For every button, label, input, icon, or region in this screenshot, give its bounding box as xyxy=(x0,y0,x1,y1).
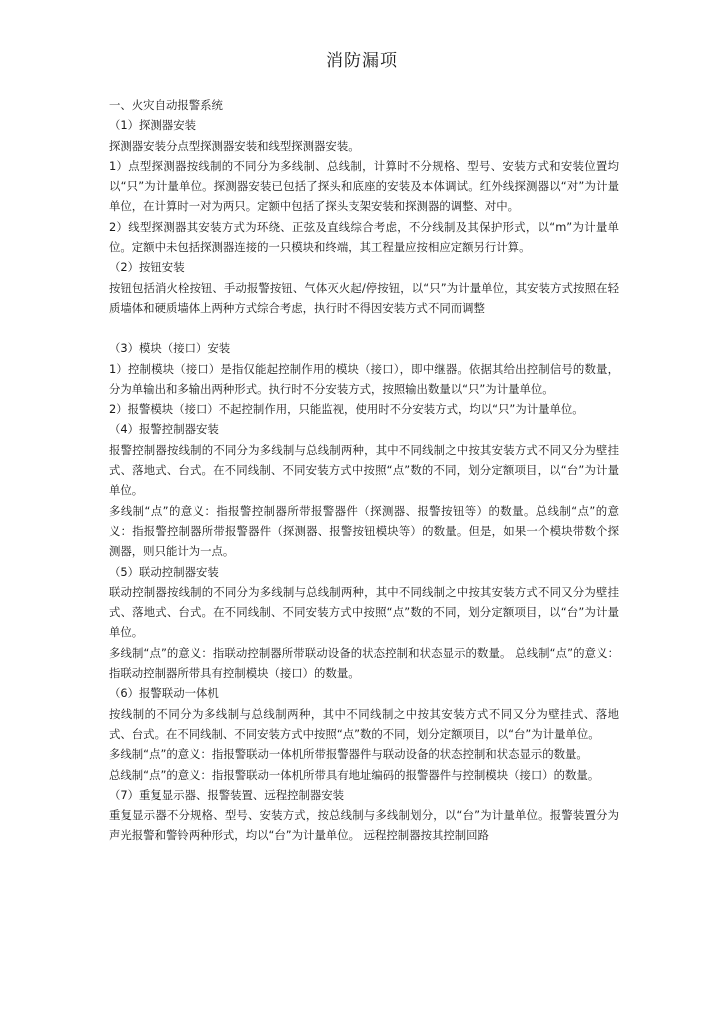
paragraph: 多线制“点”的意义：指报警控制器所带报警器件（探测器、报警按钮等）的数量。总线制“点”的意义：指报警控制器所带报警器件（探测器、报警按钮模块等）的数量。但是，如果一个模块带数个探测器，则只能计为一点。 xyxy=(109,503,619,559)
section-heading: 一、火灾自动报警系统 xyxy=(109,98,223,112)
paragraph: 多线制“点”的意义：指报警联动一体机所带报警器件与联动设备的状态控制和状态显示的数量。 xyxy=(109,747,588,762)
paragraph: 1）控制模块（接口）是指仅能起控制作用的模块（接口），即中继器。依据其给出控制信号的数量，分为单输出和多输出两种形式。执行时不分安装方式，按照输出数量以“只”为计量单位。 xyxy=(109,361,619,396)
paragraph: 2）报警模块（接口）不起控制作用，只能监视，使用时不分安装方式，均以“只”为计量单位。 xyxy=(109,402,584,417)
paragraph: 总线制“点”的意义：指报警联动一体机所带具有地址编码的报警器件与控制模块（接口）的数量。 xyxy=(109,767,600,782)
subsection-heading: （3）模块（接口）安装 xyxy=(109,341,231,356)
subsection-heading: （6）报警联动一体机 xyxy=(109,686,219,701)
subsection-heading: （4）报警控制器安装 xyxy=(109,422,219,437)
paragraph: 重复显示器不分规格、型号、安装方式，按总线制与多线制划分，以“台”为计量单位。报警装置分为声光报警和警铃两种形式，均以“台”为计量单位。 远程控制器按其控制回路 xyxy=(109,808,619,843)
paragraph: 探测器安装分点型探测器安装和线型探测器安装。 xyxy=(109,138,360,153)
paragraph-gap xyxy=(109,318,619,338)
paragraph: 1）点型探测器按线制的不同分为多线制、总线制，计算时不分规格、型号、安装方式和安装位置均以“只”为计量单位。探测器安装已包括了探头和底座的安装及本体调试。红外线探测器以“对”为计量单位，在计算时一对为两只。定额中包括了探头支架安装和探测器的调整、对中。 xyxy=(109,158,619,214)
subsection-heading: （2）按钮安装 xyxy=(109,260,185,275)
subsection-heading: （1）探测器安装 xyxy=(109,118,196,133)
paragraph: 多线制“点”的意义：指联动控制器所带联动设备的状态控制和状态显示的数量。 总线制“点”的意义：指联动控制器所带具有控制模块（接口）的数量。 xyxy=(109,645,619,681)
paragraph: 2）线型探测器其安装方式为环绕、正弦及直线综合考虑，不分线制及其保护形式，以“m”为计量单位。定额中未包括探测器连接的一只模块和终端，其工程量应按相应定额另行计算。 xyxy=(109,219,619,255)
paragraph: 联动控制器按线制的不同分为多线制与总线制两种，其中不同线制之中按其安装方式不同又分为壁挂式、落地式、台式。在不同线制、不同安装方式中按照“点”数的不同，划分定额项目，以“台”为计量单位。 xyxy=(109,584,619,640)
document-title: 消防漏项 xyxy=(326,51,398,71)
paragraph: 报警控制器按线制的不同分为多线制与总线制两种，其中不同线制之中按其安装方式不同又分为壁挂式、落地式、台式。在不同线制、不同安装方式中按照“点”数的不同，划分定额项目，以“台”为计量单位。 xyxy=(109,442,619,498)
document-body xyxy=(109,95,619,846)
subsection-heading: （7）重复显示器、报警装置、远程控制器安装 xyxy=(109,787,345,802)
paragraph: 按线制的不同分为多线制与总线制两种，其中不同线制之中按其安装方式不同又分为壁挂式、落地式、台式。在不同线制、不同安装方式中按照“点”数的不同，划分定额项目，以“台”为计量单位。 xyxy=(109,706,619,741)
paragraph: 按钮包括消火栓按钮、手动报警按钮、气体灭火起/停按钮，以“只”为计量单位，其安装方式按照在轻质墙体和硬质墙体上两种方式综合考虑，执行时不得因安装方式不同而调整 xyxy=(109,280,619,315)
subsection-heading: （5）联动控制器安装 xyxy=(109,564,219,579)
